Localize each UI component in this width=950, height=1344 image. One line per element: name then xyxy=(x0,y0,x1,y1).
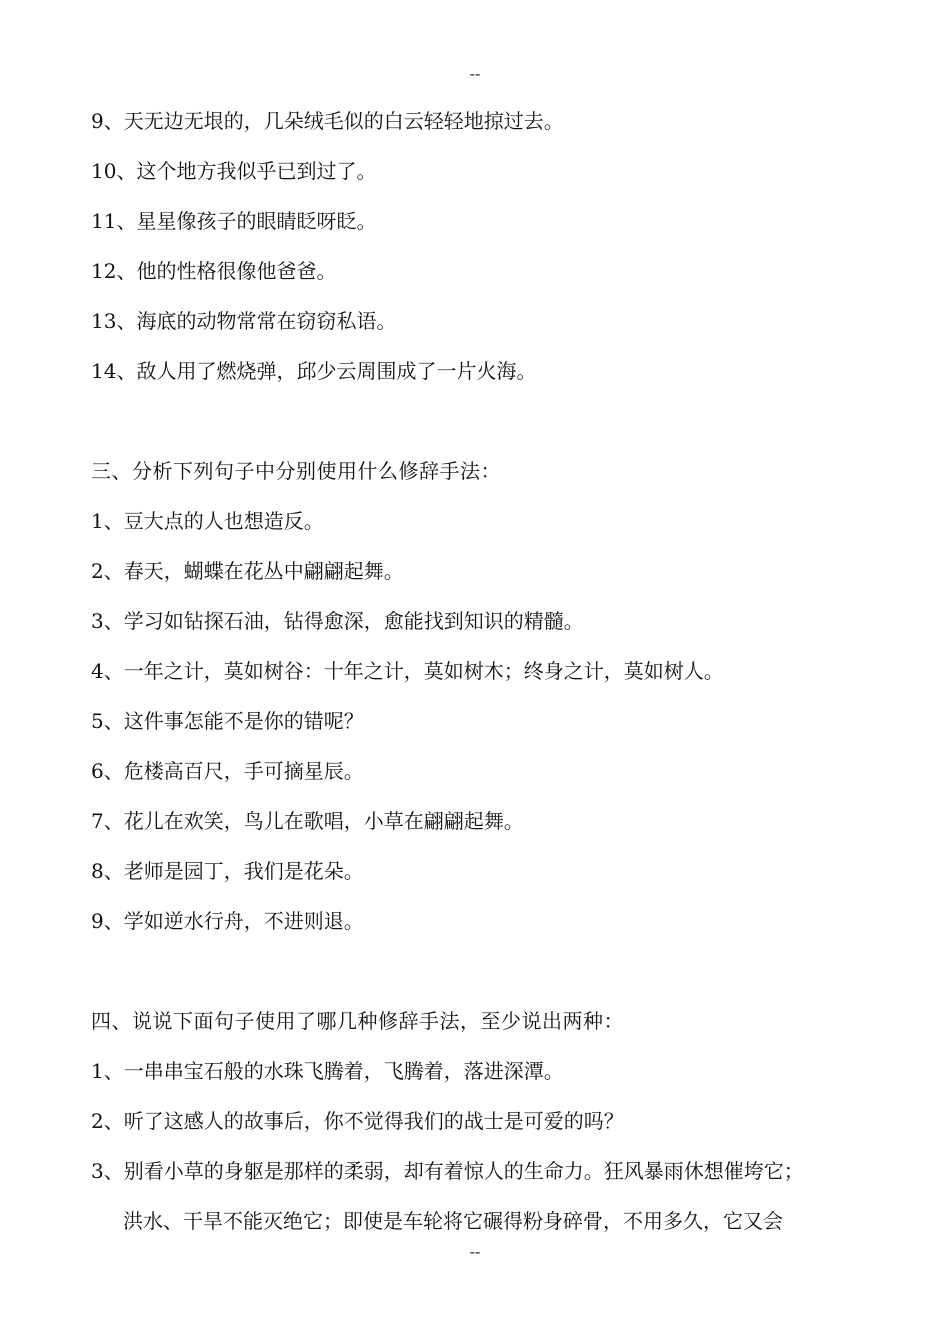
list-item: 8、老师是园丁，我们是花朵。 xyxy=(91,859,364,883)
list-item: 13、海底的动物常常在窃窃私语。 xyxy=(91,309,397,333)
page-marker-bottom: -- xyxy=(469,1242,481,1261)
list-item: 4、一年之计，莫如树谷：十年之计，莫如树木；终身之计，莫如树人。 xyxy=(91,659,724,683)
list-item: 11、星星像孩子的眼睛眨呀眨。 xyxy=(91,209,377,233)
list-item: 1、一串串宝石般的水珠飞腾着，飞腾着，落进深潭。 xyxy=(91,1059,564,1083)
section-spacer xyxy=(91,946,881,996)
list-item: 9、学如逆水行舟，不进则退。 xyxy=(91,909,364,933)
list-item: 2、春天，蝴蝶在花丛中翩翩起舞。 xyxy=(91,559,404,583)
list-item: 10、这个地方我似乎已到过了。 xyxy=(91,159,377,183)
section-spacer xyxy=(91,396,881,446)
list-item: 6、危楼高百尺，手可摘星辰。 xyxy=(91,759,364,783)
list-item: 3、别看小草的身躯是那样的柔弱，却有着惊人的生命力。狂风暴雨休想催垮它； xyxy=(91,1159,804,1183)
list-item: 1、豆大点的人也想造反。 xyxy=(91,509,324,533)
document-body xyxy=(91,96,881,1246)
list-item: 7、花儿在欢笑，鸟儿在歌唱，小草在翩翩起舞。 xyxy=(91,809,524,833)
list-item: 5、这件事怎能不是你的错呢？ xyxy=(91,709,364,733)
list-item: 3、学习如钻探石油，钻得愈深，愈能找到知识的精髓。 xyxy=(91,609,584,633)
list-item: 9、天无边无垠的，几朵绒毛似的白云轻轻地掠过去。 xyxy=(91,109,564,133)
list-item: 2、听了这感人的故事后，你不觉得我们的战士是可爱的吗？ xyxy=(91,1109,624,1133)
list-item-continuation: 洪水、干旱不能灭绝它；即使是车轮将它碾得粉身碎骨，不用多久，它又会 xyxy=(123,1209,783,1233)
page-marker-top: -- xyxy=(469,64,481,83)
list-item: 12、他的性格很像他爸爸。 xyxy=(91,259,337,283)
section-heading-4: 四、说说下面句子使用了哪几种修辞手法，至少说出两种： xyxy=(91,1009,624,1033)
list-item: 14、敌人用了燃烧弹，邱少云周围成了一片火海。 xyxy=(91,359,537,383)
section-heading-3: 三、分析下列句子中分别使用什么修辞手法： xyxy=(91,459,501,483)
